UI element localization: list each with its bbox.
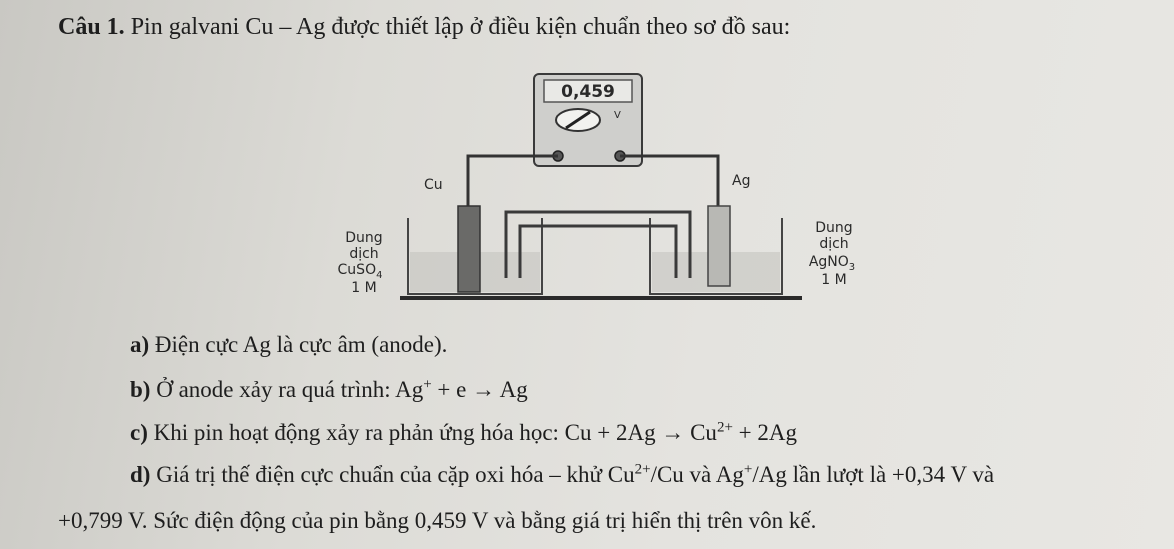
question-number: Câu 1. [58, 14, 125, 40]
statement-b [130, 377, 528, 403]
question-title [58, 14, 790, 41]
left-electrode-label: Cu [424, 177, 443, 193]
right-solution-label [809, 220, 855, 288]
svg-text:1 M: 1 M [821, 272, 847, 288]
svg-text:Dung: Dung [345, 230, 383, 246]
statement-c [130, 420, 797, 446]
statement-d-line-2: +0,799 V. Sức điện động của pin bằng 0,459 V và bằng giá trị hiển thị trên vôn kế. [58, 508, 817, 533]
question-text: Pin galvani Cu – Ag được thiết lập ở điều kiện chuẩn theo sơ đồ sau: [130, 14, 791, 40]
statement-a-label: a) [130, 332, 150, 357]
svg-text:dịch: dịch [819, 236, 849, 252]
statement-c-label: c) [130, 420, 148, 445]
voltmeter [534, 74, 642, 166]
statement-d-t2-sup: + [743, 461, 753, 478]
statement-d-t1-sup: 2+ [634, 461, 651, 478]
statement-a [130, 332, 447, 358]
right-electrode-label: Ag [732, 173, 751, 189]
svg-text:CuSO4: CuSO$_4$ [337, 262, 383, 281]
statement-c-eq-1-sup: 2+ [716, 419, 733, 436]
svg-text:AgNO3: AgNO$_3$ [808, 254, 856, 273]
cu-electrode [458, 206, 480, 292]
svg-text:dịch: dịch [349, 246, 379, 262]
svg-text:Dung: Dung [815, 220, 853, 236]
svg-text:1 M: 1 M [351, 280, 377, 296]
statement-d-t3: /Ag lần lượt là +0,34 V và [752, 462, 995, 487]
galvanic-cell-svg [320, 66, 880, 306]
ag-electrode [708, 206, 730, 286]
statement-d [130, 462, 994, 488]
statement-b-eq-1-sup: + [423, 376, 432, 393]
statement-d-t1: Giá trị thế điện cực chuẩn của cặp oxi hóa – khử Cu [156, 462, 635, 487]
statement-c-eq-2: + 2Ag [732, 420, 797, 445]
statement-b-label: b) [130, 377, 151, 402]
statement-c-text: Khi pin hoạt động xảy ra phản ứng hóa học: [153, 420, 565, 445]
statement-c-eq-1: Cu + 2Ag → Cu [564, 420, 717, 445]
statement-b-eq-2: + e → Ag [431, 377, 528, 402]
statement-b-text: Ở anode xảy ra quá trình: [156, 377, 396, 402]
statement-d-label: d) [130, 462, 151, 487]
galvanic-cell-diagram [320, 66, 880, 306]
statement-d-t2: /Cu và Ag [650, 462, 744, 487]
statement-a-text: Điện cực Ag là cực âm (anode). [154, 332, 448, 357]
statement-b-eq-1: Ag [395, 377, 424, 402]
voltmeter-unit: V [614, 110, 621, 121]
voltmeter-reading: 0,459 [561, 82, 615, 102]
left-solution-label [338, 230, 383, 296]
